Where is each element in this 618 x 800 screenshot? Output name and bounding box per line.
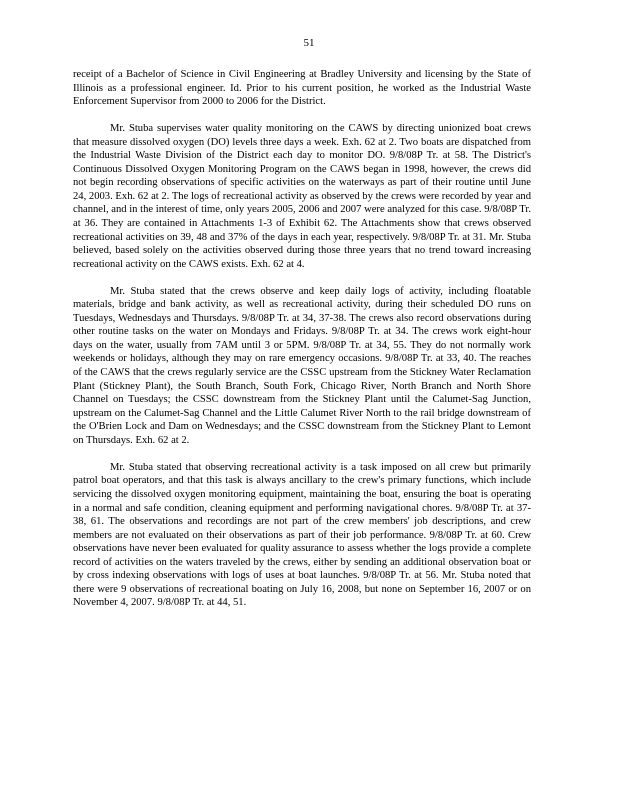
paragraph-crew-observations: Mr. Stuba stated that the crews observe and keep daily logs of activity, including floatable materials, bridge and bank activity, as well as recreational activity, during their scheduled DO runs on Tuesdays, Wednesdays and Thursdays. 9/8/08P Tr. at 34, 37-38. The crews also record observations during other routine tasks on the water on Mondays and Fridays. 9/8/08P Tr. at 34. The crews work eight-hour days on the water, usually from 7AM until 3 or 5PM. 9/8/08P Tr. at 34, 55. They do not normally work weekends or holidays, although they may on rare emergency occasions. 9/8/08P Tr. at 33, 40. The reaches of the CAWS that the crews regularly service are the CSSC upstream from the Stickney Water Reclamation Plant (Stickney Plant), the South Branch, South Fork, Chicago River, North Branch and North Shore Channel on Tuesdays; the CSSC downstream from the Stickney Plant until the Calumet-Sag Junction, upstream on the Calumet-Sag Channel and the Little Calumet River North to the rail bridge downstream of the O'Brien Lock and Dam on Wednesdays; and the CSSC downstream from the Stickney Plant to Lemont on Thursdays. Exh. 62 at 2. — [73, 285, 531, 446]
paragraph-observation-duties: Mr. Stuba stated that observing recreational activity is a task imposed on all crew but primarily patrol boat operators, and that this task is always ancillary to the crew's primary functions, which include servicing the dissolved oxygen monitoring equipment, maintaining the boat, ensuring the boat is operating in a normal and safe condition, cleaning equipment and performing navigational chores. 9/8/08P Tr. at 37-38, 61. The observations and recordings are not part of the crew members' job descriptions, and crew members are not evaluated on their observations as part of their job performance. 9/8/08P Tr. at 60. Crew observations have never been evaluated for quality assurance to assess whether the logs provide a complete record of activities on the waters traveled by the crews, either by sending an additional observation boat or by cross indexing observations with logs of uses at boat launches. 9/8/08P Tr. at 56. Mr. Stuba noted that there were 9 observations of recreational boating on July 16, 2008, but none on September 16, 2007 or on November 4, 2007. 9/8/08P Tr. at 44, 51. — [73, 461, 531, 609]
paragraph-monitoring-program: Mr. Stuba supervises water quality monitoring on the CAWS by directing unionized boat crews that measure dissolved oxygen (DO) levels three days a week. Exh. 62 at 2. Two boats are dispatched from the Industrial Waste Division of the District each day to monitor DO. 9/8/08P Tr. at 58. The District's Continuous Dissolved Oxygen Monitoring Program on the CAWS began in 1998, however, the crews did not begin recording observations of specific activities on the waterways as part of their routine until June 24, 2003. Exh. 62 at 2. The logs of recreational activity as observed by the crews were recorded by year and channel, and in the interest of time, only years 2005, 2006 and 2007 were analyzed for this case. 9/8/08P Tr. at 36. They are contained in Attachments 1-3 of Exhibit 62. The Attachments show that crews observed recreational activities on 39, 48 and 37% of the days in each year, respectively. 9/8/08P Tr. at 31. Mr. Stuba believed, based solely on the activities observed during those three years that no trend toward increasing recreational activity on the CAWS exists. Exh. 62 at 4. — [73, 123, 531, 270]
body-text — [73, 68, 531, 610]
paragraph-education-history: receipt of a Bachelor of Science in Civil Engineering at Bradley University and licensing by the State of Illinois as a professional engineer. Id. Prior to his current position, he worked as the Industrial Waste Enforcement Supervisor from 2000 to 2006 for the District. — [73, 69, 531, 108]
page-number: 51 — [303, 37, 315, 49]
